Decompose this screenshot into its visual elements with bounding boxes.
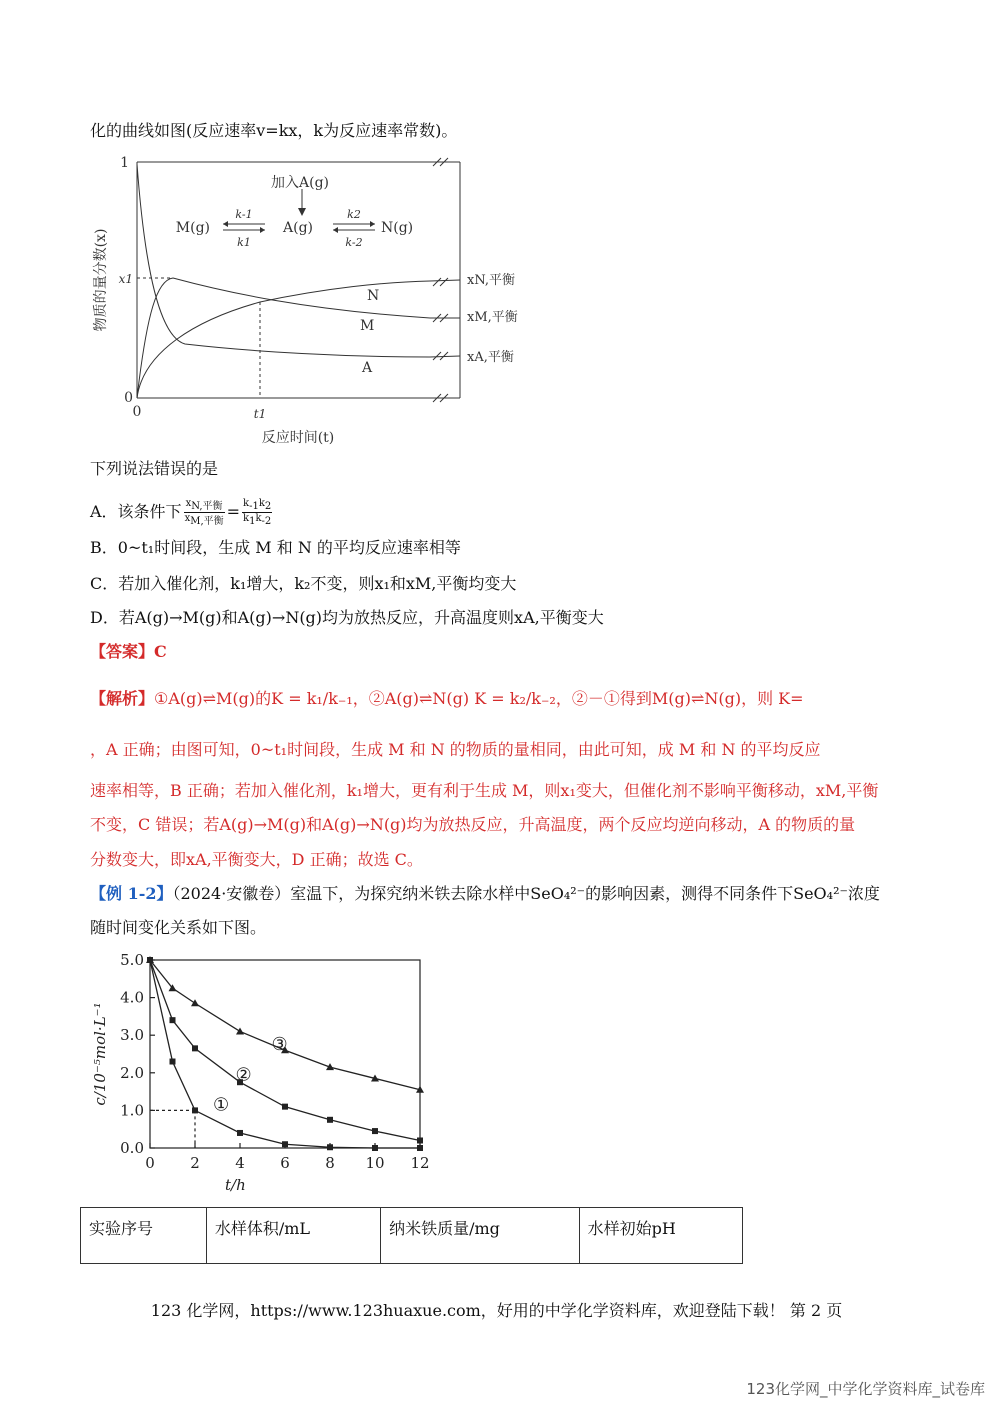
- eq-label-N: xN,平衡: [467, 273, 516, 288]
- analysis-label: 【解析】: [90, 689, 155, 708]
- curve-label-A: A: [362, 360, 373, 376]
- axes-frame: [137, 158, 460, 402]
- x-tick-label: 10: [365, 1154, 385, 1172]
- data-point: [237, 1130, 243, 1136]
- example-line-1-text: （2024·安徽卷）室温下，为探究纳米铁去除水样中SeO₄²⁻的影响因素，测得不同条件下SeO₄²⁻浓度: [172, 884, 880, 903]
- y-tick-label: 3.0: [120, 1026, 144, 1045]
- k-minus1-label: k-1: [235, 208, 253, 221]
- species-M: M(g): [175, 220, 210, 236]
- y-axis-label: 物质的量分数(x): [93, 228, 109, 332]
- table-header-cell: 水样体积/mL: [206, 1208, 380, 1264]
- y-tick-label: 2.0: [120, 1063, 144, 1082]
- watermark: 123化学网_中学化学资料库_试卷库: [746, 1380, 985, 1398]
- option-A-frac-right: $\frac{k_{-1}k_2}{k_1k_{-2}}$: [243, 498, 272, 527]
- data-point: [327, 1144, 333, 1150]
- x-axis-label: 反应时间(t): [261, 430, 335, 446]
- k1-label: k1: [237, 236, 251, 249]
- series-line: [150, 960, 420, 1090]
- data-point: [417, 1145, 423, 1151]
- data-point: [417, 1137, 423, 1143]
- page-footer: 123 化学网，https://www.123huaxue.com，好用的中学化学资料库，欢迎登陆下载！ 第 2 页: [150, 1301, 843, 1320]
- species-A: A(g): [283, 220, 313, 236]
- x-axis-label: t/h: [225, 1176, 246, 1194]
- option-C: C．若加入催化剂，k₁增大，k₂不变，则x₁和xM,平衡均变大: [90, 574, 517, 593]
- x-tick-label: 8: [325, 1154, 335, 1172]
- curve-A: [137, 164, 460, 357]
- table-header-row: [81, 1208, 743, 1264]
- data-point: [192, 1045, 198, 1051]
- eq-label-M: xM,平衡: [467, 310, 518, 325]
- x-tick-label: 12: [410, 1154, 430, 1172]
- species-N: N(g): [381, 220, 414, 236]
- analysis-line-5: 分数变大，即xA,平衡变大，D 正确；故选 C。: [90, 850, 423, 869]
- k2-label: k2: [347, 208, 361, 221]
- y-tick-label: 5.0: [120, 951, 144, 969]
- option-B: B．0~t₁时间段，生成 M 和 N 的平均反应速率相等: [90, 538, 461, 557]
- example-line-2: 随时间变化关系如下图。: [90, 918, 267, 937]
- data-point: [236, 1027, 244, 1034]
- curve-N: [137, 280, 460, 398]
- data-point: [170, 1059, 176, 1065]
- option-A: A．该条件下 $\frac{x_{N,平衡}}{x_{M,平衡}}$ = $\frac{k_{-1}k_2}{k_1k_{-2}}$: [90, 498, 272, 527]
- x-tick-0: 0: [132, 404, 142, 420]
- kinetics-figure: [85, 152, 535, 452]
- example-line-1: [90, 883, 880, 905]
- analysis-line-1: [90, 688, 804, 710]
- option-A-frac-left: $\frac{x_{N,平衡}}{x_{M,平衡}}$: [184, 498, 224, 527]
- x-tick-label: 0: [145, 1154, 155, 1172]
- y-axis-label: c/10⁻⁵mol·L⁻¹: [91, 1002, 109, 1106]
- option-A-prefix: A．该条件下: [90, 502, 182, 521]
- series-label: ③: [271, 1034, 288, 1056]
- option-D: D．若A(g)→M(g)和A(g)→N(g)均为放热反应，升高温度则xA,平衡变大: [90, 608, 604, 627]
- question-stem: 下列说法错误的是: [90, 459, 219, 478]
- curve-label-M: M: [360, 318, 375, 334]
- analysis-line-4: 不变，C 错误；若A(g)→M(g)和A(g)→N(g)均为放热反应，升高温度，两个反应均逆向移动，A 的物质的量: [90, 815, 856, 834]
- data-point: [170, 1017, 176, 1023]
- example-label: 【例 1-2】: [90, 884, 173, 903]
- y-tick-label: 4.0: [120, 988, 144, 1007]
- k-minus2-label: k-2: [345, 236, 363, 249]
- add-A-annotation: 加入A(g): [271, 175, 329, 191]
- x-tick-label: 2: [190, 1154, 200, 1172]
- eq-label-A: xA,平衡: [467, 350, 514, 365]
- curve-M: [137, 278, 460, 398]
- y-tick-0: 0: [124, 390, 133, 406]
- analysis-line-1-text: ①A(g)⇌M(g)的K = k₁/k₋₁，②A(g)⇌N(g) K = k₂/k₋₂，②－①得到M(g)⇌N(g)，则 K=: [154, 689, 804, 708]
- data-point: [282, 1104, 288, 1110]
- analysis-line-3: 速率相等，B 正确；若加入催化剂，k₁增大，更有利于生成 M，则x₁变大，但催化剂不影响平衡移动，xM,平衡: [90, 781, 879, 800]
- data-point: [327, 1117, 333, 1123]
- experiment-table: [80, 1207, 743, 1264]
- table-header-cell: 实验序号: [81, 1208, 207, 1264]
- data-point: [372, 1128, 378, 1134]
- data-point: [372, 1145, 378, 1151]
- series-label: ①: [213, 1094, 230, 1116]
- y-tick-label: 0.0: [120, 1139, 144, 1157]
- x-tick-label: 4: [235, 1154, 245, 1172]
- answer: 【答案】C: [90, 642, 167, 661]
- analysis-line-2: ，A 正确；由图可知，0~t₁时间段，生成 M 和 N 的物质的量相同，由此可知，成 M 和 N 的平均反应: [90, 740, 821, 759]
- data-point: [192, 1107, 198, 1113]
- table-header-cell: 纳米铁质量/mg: [381, 1208, 580, 1264]
- curve-label-N: N: [367, 288, 380, 304]
- intro-text: 化的曲线如图(反应速率v=kx，k为反应速率常数)。: [90, 121, 458, 140]
- table-header-cell: 水样初始pH: [579, 1208, 742, 1264]
- data-point: [191, 999, 199, 1006]
- y-tick-x1: x1: [118, 272, 133, 286]
- y-tick-1: 1: [120, 155, 129, 171]
- concentration-chart: [85, 945, 445, 1203]
- series-label: ②: [235, 1064, 252, 1086]
- x-tick-label: 6: [280, 1154, 290, 1172]
- data-point: [282, 1141, 288, 1147]
- y-tick-label: 1.0: [120, 1101, 144, 1120]
- x-tick-t1: t1: [253, 407, 267, 421]
